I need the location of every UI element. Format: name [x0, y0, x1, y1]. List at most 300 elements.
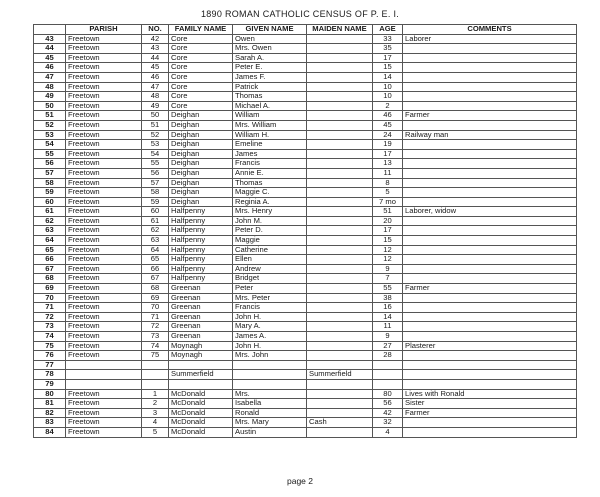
- comments-cell: [403, 322, 577, 332]
- given-name-cell: James: [233, 149, 307, 159]
- family-name-cell: McDonald: [169, 399, 233, 409]
- header-family-name: FAMILY NAME: [169, 25, 233, 35]
- row-number-cell: 56: [34, 159, 66, 169]
- table-row: [34, 418, 577, 428]
- maiden-name-cell: [307, 236, 373, 246]
- no-cell: 3: [142, 408, 169, 418]
- family-name-cell: Deighan: [169, 159, 233, 169]
- comments-cell: [403, 53, 577, 63]
- age-cell: 4: [373, 427, 403, 437]
- parish-cell: Freetown: [66, 207, 142, 217]
- row-number-cell: 48: [34, 82, 66, 92]
- family-name-cell: Halfpenny: [169, 264, 233, 274]
- maiden-name-cell: [307, 303, 373, 313]
- given-name-cell: Patrick: [233, 82, 307, 92]
- parish-cell: Freetown: [66, 101, 142, 111]
- family-name-cell: Core: [169, 92, 233, 102]
- family-name-cell: Halfpenny: [169, 245, 233, 255]
- parish-cell: Freetown: [66, 408, 142, 418]
- family-name-cell: Core: [169, 34, 233, 44]
- table-row: [34, 226, 577, 236]
- maiden-name-cell: [307, 255, 373, 265]
- family-name-cell: Deighan: [169, 197, 233, 207]
- age-cell: 14: [373, 72, 403, 82]
- given-name-cell: Thomas: [233, 92, 307, 102]
- given-name-cell: Mrs. Peter: [233, 293, 307, 303]
- family-name-cell: Greenan: [169, 332, 233, 342]
- row-number-cell: 62: [34, 216, 66, 226]
- comments-cell: [403, 178, 577, 188]
- maiden-name-cell: Cash: [307, 418, 373, 428]
- maiden-name-cell: [307, 389, 373, 399]
- no-cell: 56: [142, 168, 169, 178]
- given-name-cell: Emeline: [233, 140, 307, 150]
- given-name-cell: Catherine: [233, 245, 307, 255]
- parish-cell: Freetown: [66, 159, 142, 169]
- row-number-cell: 46: [34, 63, 66, 73]
- no-cell: 74: [142, 341, 169, 351]
- comments-cell: Laborer: [403, 34, 577, 44]
- maiden-name-cell: [307, 284, 373, 294]
- comments-cell: Farmer: [403, 408, 577, 418]
- given-name-cell: James A.: [233, 332, 307, 342]
- parish-cell: Freetown: [66, 245, 142, 255]
- given-name-cell: Maggie: [233, 236, 307, 246]
- comments-cell: [403, 351, 577, 361]
- table-row: [34, 303, 577, 313]
- no-cell: 53: [142, 140, 169, 150]
- row-number-cell: 63: [34, 226, 66, 236]
- age-cell: [373, 360, 403, 370]
- family-name-cell: Core: [169, 72, 233, 82]
- comments-cell: [403, 92, 577, 102]
- row-number-cell: 77: [34, 360, 66, 370]
- parish-cell: [66, 370, 142, 380]
- maiden-name-cell: [307, 111, 373, 121]
- age-cell: 33: [373, 34, 403, 44]
- age-cell: 7: [373, 274, 403, 284]
- age-cell: 9: [373, 332, 403, 342]
- parish-cell: Freetown: [66, 92, 142, 102]
- no-cell: 63: [142, 236, 169, 246]
- maiden-name-cell: [307, 140, 373, 150]
- maiden-name-cell: Summerfield: [307, 370, 373, 380]
- parish-cell: [66, 379, 142, 389]
- comments-cell: Sister: [403, 399, 577, 409]
- no-cell: 65: [142, 255, 169, 265]
- family-name-cell: Greenan: [169, 284, 233, 294]
- parish-cell: Freetown: [66, 322, 142, 332]
- table-row: [34, 197, 577, 207]
- table-row: [34, 322, 577, 332]
- family-name-cell: Core: [169, 101, 233, 111]
- table-row: [34, 293, 577, 303]
- row-number-cell: 45: [34, 53, 66, 63]
- no-cell: 4: [142, 418, 169, 428]
- row-number-cell: 78: [34, 370, 66, 380]
- given-name-cell: Francis: [233, 159, 307, 169]
- family-name-cell: Halfpenny: [169, 207, 233, 217]
- no-cell: 45: [142, 63, 169, 73]
- table-row: [34, 216, 577, 226]
- family-name-cell: Deighan: [169, 111, 233, 121]
- comments-cell: [403, 82, 577, 92]
- age-cell: 32: [373, 418, 403, 428]
- given-name-cell: Mary A.: [233, 322, 307, 332]
- family-name-cell: Core: [169, 44, 233, 54]
- given-name-cell: William H.: [233, 130, 307, 140]
- parish-cell: Freetown: [66, 351, 142, 361]
- no-cell: 75: [142, 351, 169, 361]
- family-name-cell: McDonald: [169, 389, 233, 399]
- comments-cell: [403, 159, 577, 169]
- table-row: [34, 130, 577, 140]
- table-row: [34, 101, 577, 111]
- parish-cell: Freetown: [66, 264, 142, 274]
- table-row: [34, 360, 577, 370]
- row-number-cell: 64: [34, 236, 66, 246]
- given-name-cell: Mrs. Owen: [233, 44, 307, 54]
- comments-cell: [403, 379, 577, 389]
- table-row: [34, 379, 577, 389]
- maiden-name-cell: [307, 178, 373, 188]
- no-cell: 64: [142, 245, 169, 255]
- family-name-cell: Moynagh: [169, 341, 233, 351]
- family-name-cell: Halfpenny: [169, 216, 233, 226]
- table-row: [34, 255, 577, 265]
- age-cell: 28: [373, 351, 403, 361]
- maiden-name-cell: [307, 216, 373, 226]
- table-row: [34, 274, 577, 284]
- age-cell: 42: [373, 408, 403, 418]
- parish-cell: Freetown: [66, 178, 142, 188]
- no-cell: 60: [142, 207, 169, 217]
- parish-cell: Freetown: [66, 216, 142, 226]
- parish-cell: Freetown: [66, 274, 142, 284]
- age-cell: 20: [373, 216, 403, 226]
- maiden-name-cell: [307, 197, 373, 207]
- no-cell: 55: [142, 159, 169, 169]
- no-cell: 57: [142, 178, 169, 188]
- given-name-cell: Maggie C.: [233, 188, 307, 198]
- family-name-cell: Deighan: [169, 130, 233, 140]
- maiden-name-cell: [307, 63, 373, 73]
- family-name-cell: [169, 379, 233, 389]
- given-name-cell: Peter D.: [233, 226, 307, 236]
- age-cell: 35: [373, 44, 403, 54]
- no-cell: 61: [142, 216, 169, 226]
- given-name-cell: John H.: [233, 312, 307, 322]
- parish-cell: Freetown: [66, 427, 142, 437]
- header-row: [34, 25, 577, 35]
- maiden-name-cell: [307, 408, 373, 418]
- row-number-cell: 70: [34, 293, 66, 303]
- table-row: [34, 149, 577, 159]
- table-row: [34, 111, 577, 121]
- table-row: [34, 63, 577, 73]
- no-cell: 70: [142, 303, 169, 313]
- given-name-cell: Ronald: [233, 408, 307, 418]
- comments-cell: Laborer, widow: [403, 207, 577, 217]
- age-cell: 24: [373, 130, 403, 140]
- no-cell: 62: [142, 226, 169, 236]
- no-cell: 66: [142, 264, 169, 274]
- given-name-cell: Sarah A.: [233, 53, 307, 63]
- given-name-cell: John M.: [233, 216, 307, 226]
- given-name-cell: Peter E.: [233, 63, 307, 73]
- comments-cell: [403, 264, 577, 274]
- age-cell: 14: [373, 312, 403, 322]
- no-cell: 46: [142, 72, 169, 82]
- table-row: [34, 44, 577, 54]
- maiden-name-cell: [307, 360, 373, 370]
- no-cell: [142, 370, 169, 380]
- no-cell: 2: [142, 399, 169, 409]
- age-cell: 55: [373, 284, 403, 294]
- maiden-name-cell: [307, 120, 373, 130]
- parish-cell: Freetown: [66, 418, 142, 428]
- row-number-cell: 65: [34, 245, 66, 255]
- parish-cell: Freetown: [66, 341, 142, 351]
- parish-cell: Freetown: [66, 120, 142, 130]
- family-name-cell: Greenan: [169, 312, 233, 322]
- given-name-cell: [233, 370, 307, 380]
- comments-cell: [403, 303, 577, 313]
- maiden-name-cell: [307, 274, 373, 284]
- no-cell: 72: [142, 322, 169, 332]
- comments-cell: [403, 216, 577, 226]
- row-number-cell: 60: [34, 197, 66, 207]
- no-cell: 59: [142, 197, 169, 207]
- parish-cell: Freetown: [66, 389, 142, 399]
- age-cell: 8: [373, 178, 403, 188]
- comments-cell: [403, 72, 577, 82]
- parish-cell: Freetown: [66, 255, 142, 265]
- table-row: [34, 236, 577, 246]
- comments-cell: [403, 197, 577, 207]
- table-row: [34, 341, 577, 351]
- maiden-name-cell: [307, 188, 373, 198]
- parish-cell: Freetown: [66, 236, 142, 246]
- header-age: AGE: [373, 25, 403, 35]
- parish-cell: Freetown: [66, 149, 142, 159]
- parish-cell: Freetown: [66, 226, 142, 236]
- comments-cell: [403, 140, 577, 150]
- maiden-name-cell: [307, 427, 373, 437]
- no-cell: 49: [142, 101, 169, 111]
- no-cell: 1: [142, 389, 169, 399]
- parish-cell: Freetown: [66, 399, 142, 409]
- table-row: [34, 351, 577, 361]
- maiden-name-cell: [307, 82, 373, 92]
- given-name-cell: Mrs.: [233, 389, 307, 399]
- no-cell: 68: [142, 284, 169, 294]
- row-number-cell: 50: [34, 101, 66, 111]
- age-cell: [373, 379, 403, 389]
- table-row: [34, 159, 577, 169]
- table-row: [34, 178, 577, 188]
- parish-cell: Freetown: [66, 168, 142, 178]
- comments-cell: [403, 44, 577, 54]
- row-number-cell: 83: [34, 418, 66, 428]
- given-name-cell: Ellen: [233, 255, 307, 265]
- age-cell: 56: [373, 399, 403, 409]
- age-cell: 11: [373, 322, 403, 332]
- no-cell: 58: [142, 188, 169, 198]
- family-name-cell: McDonald: [169, 427, 233, 437]
- no-cell: 42: [142, 34, 169, 44]
- family-name-cell: Deighan: [169, 168, 233, 178]
- row-number-cell: 51: [34, 111, 66, 121]
- row-number-cell: 69: [34, 284, 66, 294]
- row-number-cell: 58: [34, 178, 66, 188]
- family-name-cell: Core: [169, 53, 233, 63]
- maiden-name-cell: [307, 168, 373, 178]
- given-name-cell: [233, 379, 307, 389]
- row-number-cell: 76: [34, 351, 66, 361]
- row-number-cell: 82: [34, 408, 66, 418]
- parish-cell: Freetown: [66, 197, 142, 207]
- given-name-cell: Peter: [233, 284, 307, 294]
- row-number-cell: 52: [34, 120, 66, 130]
- table-row: [34, 34, 577, 44]
- given-name-cell: Reginia A.: [233, 197, 307, 207]
- age-cell: 27: [373, 341, 403, 351]
- age-cell: 9: [373, 264, 403, 274]
- row-number-cell: 72: [34, 312, 66, 322]
- age-cell: 46: [373, 111, 403, 121]
- age-cell: 17: [373, 53, 403, 63]
- row-number-cell: 44: [34, 44, 66, 54]
- parish-cell: Freetown: [66, 44, 142, 54]
- maiden-name-cell: [307, 293, 373, 303]
- maiden-name-cell: [307, 332, 373, 342]
- row-number-cell: 68: [34, 274, 66, 284]
- no-cell: 71: [142, 312, 169, 322]
- age-cell: 15: [373, 236, 403, 246]
- comments-cell: Railway man: [403, 130, 577, 140]
- age-cell: 5: [373, 188, 403, 198]
- age-cell: 11: [373, 168, 403, 178]
- given-name-cell: Bridget: [233, 274, 307, 284]
- family-name-cell: McDonald: [169, 408, 233, 418]
- comments-cell: Farmer: [403, 284, 577, 294]
- family-name-cell: Core: [169, 63, 233, 73]
- row-number-cell: 61: [34, 207, 66, 217]
- comments-cell: [403, 63, 577, 73]
- age-cell: 38: [373, 293, 403, 303]
- maiden-name-cell: [307, 101, 373, 111]
- census-table: [33, 24, 577, 438]
- comments-cell: [403, 188, 577, 198]
- family-name-cell: Halfpenny: [169, 274, 233, 284]
- family-name-cell: Summerfield: [169, 370, 233, 380]
- comments-cell: [403, 236, 577, 246]
- table-row: [34, 207, 577, 217]
- given-name-cell: Francis: [233, 303, 307, 313]
- row-number-cell: 74: [34, 332, 66, 342]
- no-cell: 51: [142, 120, 169, 130]
- header-row-number: [34, 25, 66, 35]
- comments-cell: [403, 427, 577, 437]
- row-number-cell: 71: [34, 303, 66, 313]
- comments-cell: [403, 332, 577, 342]
- age-cell: 10: [373, 92, 403, 102]
- age-cell: [373, 370, 403, 380]
- age-cell: 45: [373, 120, 403, 130]
- maiden-name-cell: [307, 149, 373, 159]
- family-name-cell: Deighan: [169, 149, 233, 159]
- family-name-cell: McDonald: [169, 418, 233, 428]
- comments-cell: [403, 245, 577, 255]
- no-cell: 47: [142, 82, 169, 92]
- given-name-cell: Michael A.: [233, 101, 307, 111]
- age-cell: 10: [373, 82, 403, 92]
- parish-cell: Freetown: [66, 111, 142, 121]
- maiden-name-cell: [307, 245, 373, 255]
- parish-cell: Freetown: [66, 284, 142, 294]
- family-name-cell: Deighan: [169, 140, 233, 150]
- parish-cell: Freetown: [66, 82, 142, 92]
- age-cell: 7 mo: [373, 197, 403, 207]
- row-number-cell: 57: [34, 168, 66, 178]
- given-name-cell: Austin: [233, 427, 307, 437]
- no-cell: 5: [142, 427, 169, 437]
- row-number-cell: 66: [34, 255, 66, 265]
- table-row: [34, 120, 577, 130]
- given-name-cell: James F.: [233, 72, 307, 82]
- no-cell: 44: [142, 53, 169, 63]
- row-number-cell: 73: [34, 322, 66, 332]
- family-name-cell: Halfpenny: [169, 226, 233, 236]
- row-number-cell: 47: [34, 72, 66, 82]
- comments-cell: [403, 226, 577, 236]
- row-number-cell: 53: [34, 130, 66, 140]
- age-cell: 16: [373, 303, 403, 313]
- comments-cell: [403, 293, 577, 303]
- maiden-name-cell: [307, 226, 373, 236]
- maiden-name-cell: [307, 34, 373, 44]
- table-row: [34, 427, 577, 437]
- age-cell: 17: [373, 226, 403, 236]
- table-row: [34, 188, 577, 198]
- given-name-cell: John H.: [233, 341, 307, 351]
- comments-cell: [403, 360, 577, 370]
- parish-cell: Freetown: [66, 34, 142, 44]
- header-parish: PARISH: [66, 25, 142, 35]
- no-cell: 73: [142, 332, 169, 342]
- comments-cell: [403, 120, 577, 130]
- maiden-name-cell: [307, 399, 373, 409]
- no-cell: 48: [142, 92, 169, 102]
- comments-cell: Lives with Ronald: [403, 389, 577, 399]
- parish-cell: Freetown: [66, 130, 142, 140]
- comments-cell: Plasterer: [403, 341, 577, 351]
- header-no: NO.: [142, 25, 169, 35]
- page-number: page 2: [287, 476, 313, 486]
- table-row: [34, 72, 577, 82]
- table-row: [34, 312, 577, 322]
- comments-cell: [403, 149, 577, 159]
- row-number-cell: 59: [34, 188, 66, 198]
- row-number-cell: 84: [34, 427, 66, 437]
- family-name-cell: Halfpenny: [169, 236, 233, 246]
- given-name-cell: Owen: [233, 34, 307, 44]
- row-number-cell: 54: [34, 140, 66, 150]
- given-name-cell: Annie E.: [233, 168, 307, 178]
- given-name-cell: William: [233, 111, 307, 121]
- age-cell: 80: [373, 389, 403, 399]
